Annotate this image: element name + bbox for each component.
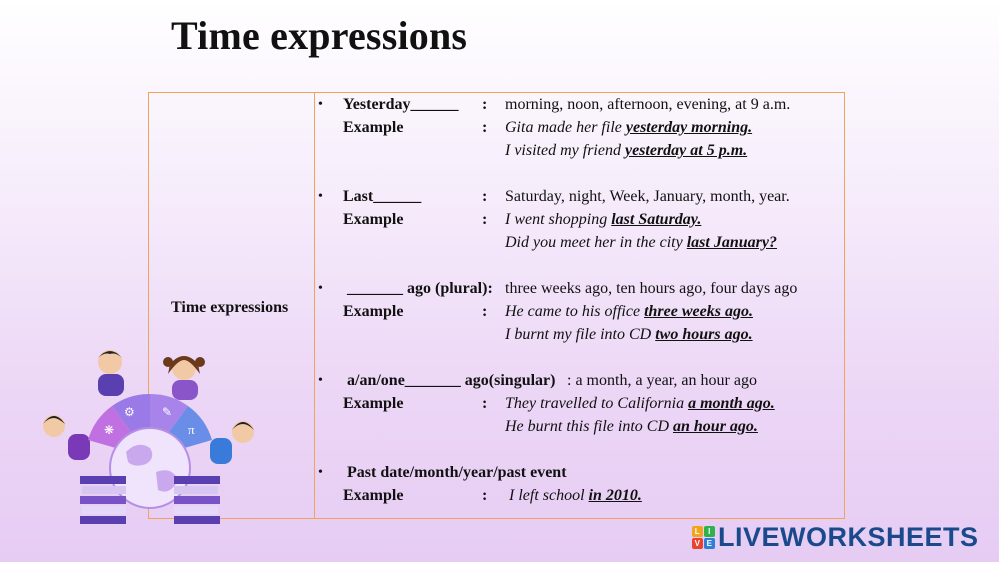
example-highlight: last January?: [686, 234, 777, 251]
example-sentence: I visited my friend yesterday at 5 p.m.: [505, 142, 748, 159]
colon: :: [482, 487, 488, 504]
logo-text: LIVEWORKSHEETS: [718, 521, 979, 552]
example-sentence: I went shopping last Saturday.: [505, 211, 702, 228]
book-stack: [174, 476, 220, 524]
table-column-divider: [314, 92, 315, 519]
example-sentence: He burnt this file into CD an hour ago.: [505, 418, 758, 435]
example-highlight: two hours ago.: [655, 326, 753, 343]
example-highlight: in 2010.: [588, 487, 642, 504]
bullet-icon: •: [318, 373, 323, 388]
section-label: Yesterday______: [343, 96, 459, 113]
colon: :: [482, 119, 488, 136]
atom-icon: ❋: [104, 423, 115, 437]
example-label: Example: [343, 119, 404, 136]
example-sentence: He came to his office three weeks ago.: [505, 303, 753, 320]
example-highlight: last Saturday.: [611, 211, 702, 228]
bullet-icon: •: [318, 97, 323, 112]
colon: :: [482, 303, 488, 320]
example-label: Example: [343, 487, 404, 504]
bullet-icon: •: [318, 465, 323, 480]
education-illustration: [38, 340, 263, 530]
section-label: Past date/month/year/past event: [343, 464, 567, 481]
pencil-cup-icon: ✎: [162, 405, 173, 419]
gears-icon: ⚙: [124, 405, 135, 419]
section-label: a/an/one_______ ago(singular): [343, 372, 556, 389]
child-figure: [43, 415, 90, 460]
example-sentence: I burnt my file into CD two hours ago.: [505, 326, 753, 343]
section-values: Saturday, night, Week, January, month, year.: [505, 188, 790, 205]
example-label: Example: [343, 303, 404, 320]
liveworksheets-logo[interactable]: [692, 522, 979, 552]
left-cell-label: Time expressions: [171, 299, 289, 316]
child-figure: [98, 350, 124, 396]
section-values: : a month, a year, an hour ago: [567, 372, 757, 389]
example-highlight: three weeks ago.: [644, 303, 753, 320]
colon: :: [482, 96, 488, 113]
logo-tiles: L I V E: [692, 526, 715, 549]
section-values: morning, noon, afternoon, evening, at 9 a.m.: [505, 96, 791, 113]
example-highlight: yesterday morning.: [625, 119, 753, 136]
example-sentence: Gita made her file yesterday morning.: [505, 119, 753, 136]
example-sentence: I left school in 2010.: [505, 487, 642, 504]
page-title: Time expressions: [171, 13, 468, 58]
colon: :: [482, 395, 488, 412]
example-highlight: yesterday at 5 p.m.: [624, 142, 748, 159]
example-label: Example: [343, 211, 404, 228]
section-label: _______ ago (plural):: [343, 280, 493, 297]
bullet-icon: •: [318, 189, 323, 204]
book-stack: [80, 476, 126, 524]
bullet-icon: •: [318, 281, 323, 296]
colon: :: [482, 211, 488, 228]
child-figure: [163, 356, 205, 400]
section-values: three weeks ago, ten hours ago, four days ago: [505, 280, 798, 297]
example-highlight: a month ago.: [688, 395, 775, 412]
colon: :: [482, 188, 488, 205]
child-figure: [210, 421, 254, 464]
example-highlight: an hour ago.: [673, 418, 758, 435]
example-sentence: Did you meet her in the city last January?: [505, 234, 777, 251]
example-sentence: They travelled to California a month ago.: [505, 395, 775, 412]
pi-icon: π: [188, 422, 195, 437]
section-label: Last______: [343, 188, 422, 205]
example-label: Example: [343, 395, 404, 412]
